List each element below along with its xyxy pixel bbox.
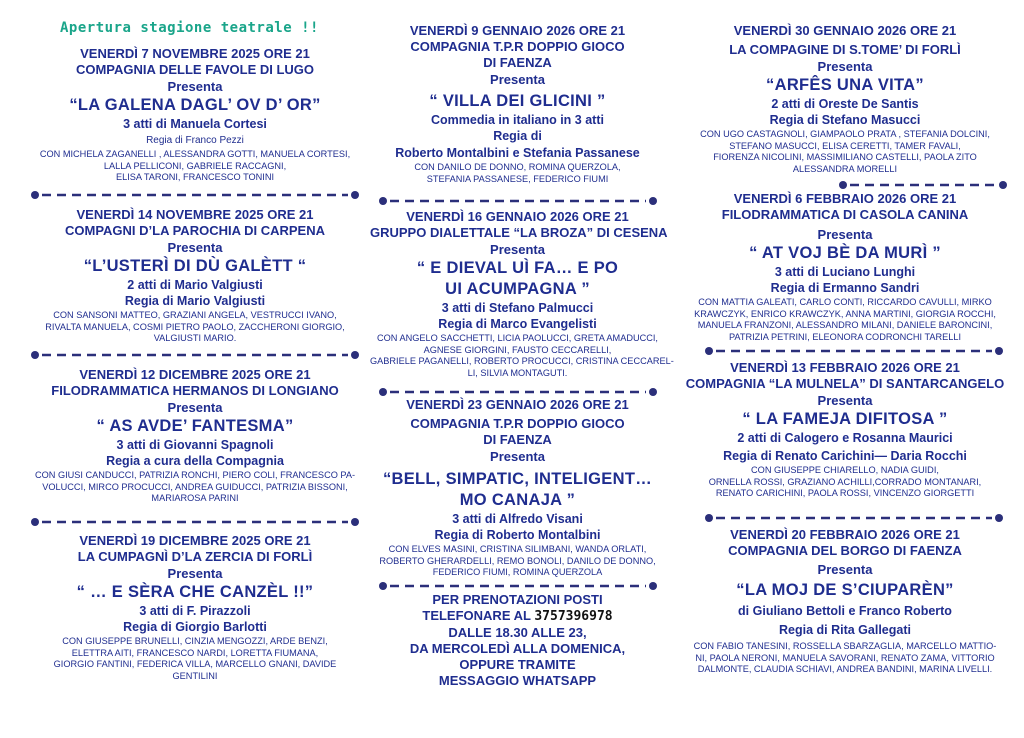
- booking-line: DA MERCOLEDÌ ALLA DOMENICA,: [409, 641, 626, 656]
- event-cast: GENTILINI: [172, 670, 218, 681]
- dashed-separator: [30, 350, 360, 360]
- booking-line: OPPURE TRAMITE: [459, 657, 576, 672]
- phone-number[interactable]: 3757396978: [534, 609, 613, 624]
- event-cast: NI, PAOLA NERONI, MANUELA SAVORANI, RENATO ZAMA, VITTORIO: [695, 652, 995, 663]
- event-cast: ELETTRA AITI, FRANCESCO NARDI, LORETTA FIUMANA,: [71, 647, 319, 658]
- event-title: “ARFÊS UNA VITA”: [766, 76, 924, 94]
- event-cast: ROBERTO GHERARDELLI, REMO BONOLI, DANILO DE DONNO,: [379, 555, 656, 566]
- dashed-separator: [704, 346, 1004, 356]
- event-cast: VOLUCCI, MIRCO PROCUCCI, ANDREA GUIDUCCI, PATRIZIA BISSONI,: [42, 481, 348, 492]
- event-company: DI FAENZA: [483, 55, 552, 70]
- booking-line: PER PRENOTAZIONI POSTI: [432, 592, 603, 607]
- event-cast: CON FABIO TANESINI, ROSSELLA SBARZAGLIA, MARCELLO MATTIO-: [693, 641, 997, 651]
- event-author: 3 atti di Manuela Cortesi: [123, 117, 267, 131]
- event-title: “LA GALENA DAGL’ OV D’ OR”: [69, 96, 321, 114]
- event-author: 3 atti di Luciano Lunghi: [774, 265, 916, 279]
- event-presenta: Presenta: [817, 393, 873, 408]
- dashed-separator: [704, 513, 1004, 523]
- event-presenta: Presenta: [490, 449, 545, 464]
- event-date: VENERDÌ 19 DICEMBRE 2025 ORE 21: [79, 533, 311, 548]
- event-cast: LI, SILVIA MONTAGUTI.: [467, 367, 568, 378]
- dashed-separator: [838, 180, 1008, 190]
- dashed-separator: [30, 517, 360, 527]
- event-date: VENERDÌ 12 DICEMBRE 2025 ORE 21: [79, 367, 311, 382]
- event-title: “BELL, SIMPATIC, INTELIGENT…: [382, 470, 653, 488]
- event-9: [680, 190, 1010, 343]
- event-company: COMPAGNIA T.P.R DOPPIO GIOCO: [410, 39, 625, 54]
- event-company: DI FAENZA: [483, 432, 552, 447]
- event-cast: MARIAROSA PARINI: [151, 493, 239, 503]
- event-author: 3 atti di Stefano Palmucci: [441, 301, 594, 315]
- event-presenta: Presenta: [817, 562, 873, 577]
- event-director: Regia di Rita Gallegati: [779, 623, 911, 637]
- event-director: Regia di Roberto Montalbini: [434, 528, 601, 542]
- event-presenta: Presenta: [490, 242, 545, 257]
- event-director: Regia di Franco Pezzi: [146, 135, 244, 146]
- event-cast: CON MICHELA ZAGANELLI , ALESSANDRA GOTTI, MANUELA CORTESI,: [39, 149, 351, 159]
- event-8: [680, 22, 1010, 175]
- event-cast: LALLA PELLICONI, GABRIELE RACCAGNI,: [103, 160, 287, 171]
- event-director: Regia di Ermanno Sandri: [770, 281, 920, 295]
- event-title: “ … E SÈRA CHE CANZÈL !!”: [76, 583, 314, 601]
- dashed-separator: [30, 190, 360, 200]
- event-author: di Giuliano Bettoli e Franco Roberto: [738, 604, 952, 618]
- event-company: COMPAGNIA DELLE FAVOLE DI LUGO: [75, 62, 315, 77]
- event-date: VENERDÌ 9 GENNAIO 2026 ORE 21: [409, 23, 626, 38]
- event-author: 3 atti di Alfredo Visani: [452, 512, 583, 526]
- event-11: [680, 526, 1010, 676]
- event-cast: AGNESE GIORGINI, FAUSTO CECCARELLI,: [423, 344, 612, 355]
- event-company: COMPAGNI D’LA PAROCHIA DI CARPENA: [65, 223, 325, 238]
- event-presenta: Presenta: [167, 566, 223, 581]
- event-director: Regia a cura della Compagnia: [106, 454, 284, 468]
- event-cast: RIVALTA MANUELA, COSMI PIETRO PAOLO, ZACCHERONI GIORGIO,: [45, 321, 345, 332]
- event-cast: PATRIZIA PETRINI, ELEONORA CODRONCHI TARELLI: [728, 331, 962, 342]
- event-title: “L’USTERÌ DI DÙ GALÈTT “: [83, 257, 307, 275]
- event-cast: CON GIUSI CANDUCCI, PATRIZIA RONCHI, PIERO COLI, FRANCESCO PA-: [34, 470, 356, 480]
- event-company: LA COMPAGINE DI S.TOME’ DI FORLÌ: [729, 42, 961, 57]
- event-author: 2 atti di Oreste De Santis: [771, 97, 919, 111]
- event-date: VENERDÌ 30 GENNAIO 2026 ORE 21: [733, 23, 957, 38]
- event-cast: KRAWCZYK, ENRICO KRAWCZYK, ANNA MARTINI, GIORGIA ROCCHI,: [694, 308, 996, 319]
- booking-line: TELEFONARE AL: [422, 608, 531, 623]
- event-presenta: Presenta: [490, 72, 545, 87]
- event-company: COMPAGNIA “LA MULNELA” DI SANTARCANGELO: [685, 376, 1005, 391]
- event-company: GRUPPO DIALETTALE “LA BROZA” DI CESENA: [370, 225, 668, 240]
- event-cast: GABRIELE PAGANELLI, ROBERTO PROCUCCI, CRISTINA CECCAREL-: [370, 356, 674, 366]
- booking-line: MESSAGGIO WHATSAPP: [438, 673, 597, 688]
- event-cast: FEDERICO FIUMI, ROMINA QUERZOLA: [432, 567, 603, 577]
- event-cast: CON GIUSEPPE BRUNELLI, CINZIA MENGOZZI, ARDE BENZI,: [62, 636, 328, 646]
- event-title: “LA MOJ DE S’CIUPARÈN”: [736, 581, 954, 599]
- event-company: COMPAGNIA DEL BORGO DI FAENZA: [728, 543, 962, 558]
- event-4: [25, 532, 365, 682]
- event-10: [680, 359, 1010, 500]
- event-date: VENERDÌ 13 FEBBRAIO 2026 ORE 21: [730, 360, 960, 375]
- event-company: LA CUMPAGNÌ D’LA ZERCIA DI FORLÌ: [77, 549, 313, 564]
- event-author: 3 atti di Giovanni Spagnoli: [116, 438, 274, 452]
- event-director: Roberto Montalbini e Stefania Passanese: [395, 146, 640, 160]
- booking-line: DALLE 18.30 ALLE 23,: [448, 625, 587, 640]
- event-cast: CON GIUSEPPE CHIARELLO, NADIA GUIDI,: [751, 465, 939, 475]
- event-cast: RENATO CARICHINI, PAOLA ROSSI, VINCENZO GIORGETTI: [715, 488, 975, 498]
- event-director: Regia di Renato Carichini— Daria Rocchi: [723, 449, 967, 463]
- event-cast: CON ANGELO SACCHETTI, LICIA PAOLUCCI, GRETA AMADUCCI,: [377, 333, 658, 343]
- event-title: “ VILLA DEI GLICINI ”: [429, 92, 606, 110]
- event-author: 3 atti di F. Pirazzoli: [139, 604, 251, 618]
- event-presenta: Presenta: [167, 79, 223, 94]
- dashed-separator: [378, 581, 658, 591]
- event-cast: CON UGO CASTAGNOLI, GIAMPAOLO PRATA , STEFANIA DOLCINI,: [700, 129, 990, 139]
- event-title: MO CANAJA ”: [459, 491, 576, 509]
- event-cast: CON SANSONI MATTEO, GRAZIANI ANGELA, VESTRUCCI IVANO,: [53, 310, 337, 320]
- event-cast: ORNELLA ROSSI, GRAZIANO ACHILLI,CORRADO MONTANARI,: [708, 476, 982, 487]
- booking-info: [370, 592, 665, 689]
- event-presenta: Presenta: [167, 240, 223, 255]
- booking-phone-line: [370, 608, 665, 625]
- event-6: [370, 208, 674, 379]
- event-cast: CON MATTIA GALEATI, CARLO CONTI, RICCARDO CAVULLI, MIRKO: [698, 297, 992, 307]
- event-company: FILODRAMMATICA HERMANOS DI LONGIANO: [51, 383, 339, 398]
- event-company: COMPAGNIA T.P.R DOPPIO GIOCO: [410, 416, 625, 431]
- event-director: Regia di Stefano Masucci: [769, 113, 921, 127]
- event-title: “ AT VOJ BÈ DA MURÌ ”: [749, 244, 941, 262]
- dashed-separator: [378, 196, 658, 206]
- event-date: VENERDÌ 16 GENNAIO 2026 ORE 21: [406, 209, 629, 224]
- event-date: VENERDÌ 20 FEBBRAIO 2026 ORE 21: [730, 527, 960, 542]
- event-title: UI ACUMPAGNA ”: [445, 280, 590, 298]
- event-director: Regia di Giorgio Barlotti: [123, 620, 267, 634]
- event-title: “ LA FAMEJA DIFITOSA ”: [742, 410, 948, 428]
- event-cast: FIORENZA NICOLINI, MASSIMILIANO CASTELLI, PAOLA ZITO: [713, 152, 977, 162]
- event-author: 2 atti di Mario Valgiusti: [127, 278, 263, 292]
- event-cast: MANUELA FRANZONI, ALESSANDRO MILANI, DANIELE BARONCINI,: [697, 320, 993, 330]
- event-7: [370, 396, 665, 579]
- event-1: [25, 45, 365, 184]
- event-title: “ AS AVDE’ FANTESMA”: [96, 417, 294, 435]
- event-cast: ALESSANDRA MORELLI: [792, 163, 898, 174]
- event-3: [25, 366, 365, 505]
- event-cast: VALGIUSTI MARIO.: [153, 333, 237, 343]
- event-author: 2 atti di Calogero e Rosanna Maurici: [737, 431, 953, 445]
- event-company: FILODRAMMATICA DI CASOLA CANINA: [721, 207, 969, 222]
- event-cast: DALMONTE, CLAUDIA SCHIAVI, ANDREA BANDINI, MARINA LIVELLI.: [697, 664, 993, 674]
- event-presenta: Presenta: [817, 227, 873, 242]
- event-title: “ E DIEVAL UÌ FA… E PO: [416, 259, 619, 277]
- event-presenta: Presenta: [167, 400, 223, 415]
- event-date: VENERDÌ 23 GENNAIO 2026 ORE 21: [406, 397, 629, 412]
- event-cast: STEFANO MASUCCI, ELISA CERETTI, TAMER FAVALI,: [729, 140, 961, 151]
- event-cast: STEFANIA PASSANESE, FEDERICO FIUMI: [426, 173, 609, 184]
- event-director: Regia di Marco Evangelisti: [438, 317, 597, 331]
- event-director: Regia di: [493, 129, 542, 143]
- event-cast: CON ELVES MASINI, CRISTINA SILIMBANI, WANDA ORLATI,: [388, 544, 647, 554]
- event-2: [25, 206, 365, 345]
- event-cast: GIORGIO FANTINI, FEDERICA VILLA, MARCELLO GNANI, DAVIDE: [53, 659, 337, 669]
- event-presenta: Presenta: [817, 59, 873, 74]
- event-cast: CON DANILO DE DONNO, ROMINA QUERZOLA,: [414, 162, 621, 172]
- event-director: Regia di Mario Valgiusti: [124, 294, 266, 308]
- event-cast: ELISA TARONI, FRANCESCO TONINI: [115, 172, 275, 182]
- event-author: Commedia in italiano in 3 atti: [431, 113, 604, 127]
- event-date: VENERDÌ 14 NOVEMBRE 2025 ORE 21: [76, 207, 314, 222]
- season-opening-heading: Apertura stagione teatrale !!: [60, 20, 319, 36]
- event-date: VENERDÌ 6 FEBBRAIO 2026 ORE 21: [733, 191, 957, 206]
- event-date: VENERDÌ 7 NOVEMBRE 2025 ORE 21: [80, 46, 310, 61]
- event-5: [370, 22, 665, 185]
